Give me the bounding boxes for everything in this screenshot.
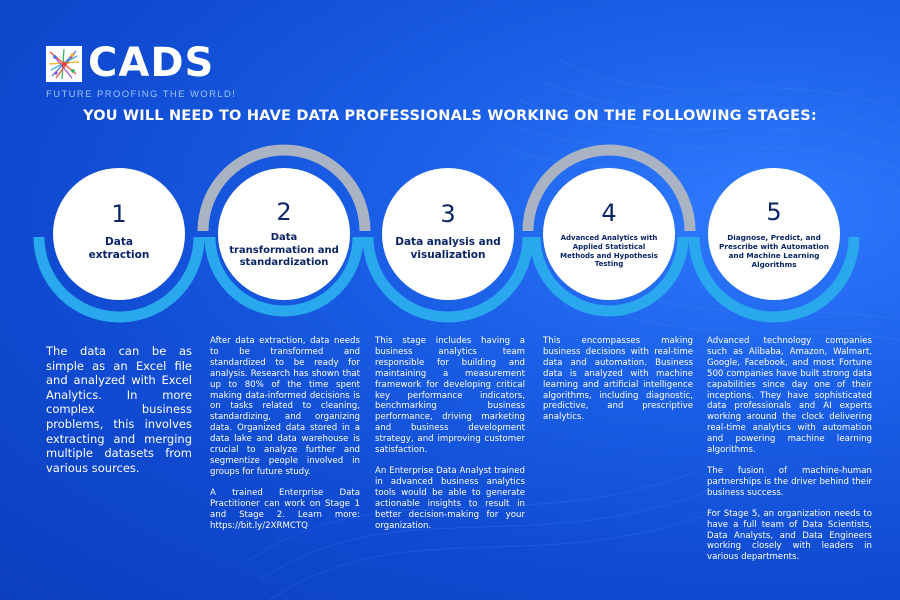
description-paragraph: This encompasses making business decisions with real-time data and automation. Business data is analyzed with machine learning and artificial intelligence algorithms, including diagnostic, predictive, and prescriptive analytics. bbox=[543, 336, 693, 423]
stage-title: Diagnose, Predict, and Prescribe with Automation and Machine Learning Algorithms bbox=[719, 233, 829, 270]
stage-1 bbox=[52, 200, 186, 262]
stage-4 bbox=[542, 199, 676, 269]
stage-number: 2 bbox=[276, 198, 292, 226]
page-headline: YOU WILL NEED TO HAVE DATA PROFESSIONALS WORKING ON THE FOLLOWING STAGES: bbox=[83, 108, 817, 124]
description-paragraph: For Stage 5, an organization needs to have a full team of Data Scientists, Data Analysts, and Data Engineers working closely with leaders in various departments. bbox=[707, 508, 872, 563]
stage-3 bbox=[381, 200, 515, 262]
description-paragraph: A trained Enterprise Data Practitioner can work on Stage 1 and Stage 2. Learn more: https://bit.ly/2XRMCTQ bbox=[210, 487, 360, 531]
description-paragraph: The data can be as simple as an Excel file and analyzed with Excel Analytics. In more complex business problems, this involves extracting and merging multiple datasets from various sources. bbox=[46, 344, 192, 475]
stage-number: 5 bbox=[766, 198, 782, 226]
stage-5-description bbox=[707, 336, 872, 573]
description-paragraph: An Enterprise Data Analyst trained in advanced business analytics tools would be able to generate actionable insights to result in better decision-making for your organization. bbox=[375, 465, 525, 531]
stage-title: Data transformation and standardization bbox=[229, 232, 339, 268]
description-paragraph: This stage includes having a business analytics team responsible for building and maintaining a measurement framework for developing critical key performance indicators, benchmarking business performance, driving marketing and business development strategy, and improving customer satisfaction. bbox=[375, 336, 525, 456]
stage-1-description bbox=[46, 344, 192, 485]
stage-title: Advanced Analytics with Applied Statistical Methods and Hypothesis Testing bbox=[560, 234, 658, 269]
stage-2-description bbox=[210, 336, 360, 541]
description-paragraph: After data extraction, data needs to be transformed and standardized to be ready for analysis. Research has shown that up to 80% of the time spent making data-informed decisions is on tasks related to cleaning, standardizing, and organizing data. Organized data stored in a data lake and data warehouse is crucial to analyze further and segmentize people involved in groups for future study. bbox=[210, 336, 360, 477]
stage-title: Data extraction bbox=[88, 236, 150, 262]
stage-title: Data analysis and visualization bbox=[395, 236, 501, 262]
brand-tagline: FUTURE PROOFING THE WORLD! bbox=[46, 89, 237, 100]
description-paragraph: Advanced technology companies such as Alibaba, Amazon, Walmart, Google, Facebook, and most Fortune 500 companies have built strong data capabilities since day one of their inceptions. They have sophisticated data professionals and AI experts working around the clock delivering real-time analytics with automation and powering machine learning algorithms. bbox=[707, 336, 872, 456]
stage-number: 4 bbox=[601, 199, 617, 227]
stage-number: 1 bbox=[111, 200, 127, 228]
stage-number: 3 bbox=[440, 200, 456, 228]
brand-name: CADS bbox=[88, 40, 215, 86]
description-paragraph: The fusion of machine-human partnerships is the driver behind their business success. bbox=[707, 465, 872, 498]
stage-3-description bbox=[375, 336, 525, 541]
stage-4-description bbox=[543, 336, 693, 433]
stage-5 bbox=[707, 198, 841, 269]
stage-2 bbox=[217, 198, 351, 270]
